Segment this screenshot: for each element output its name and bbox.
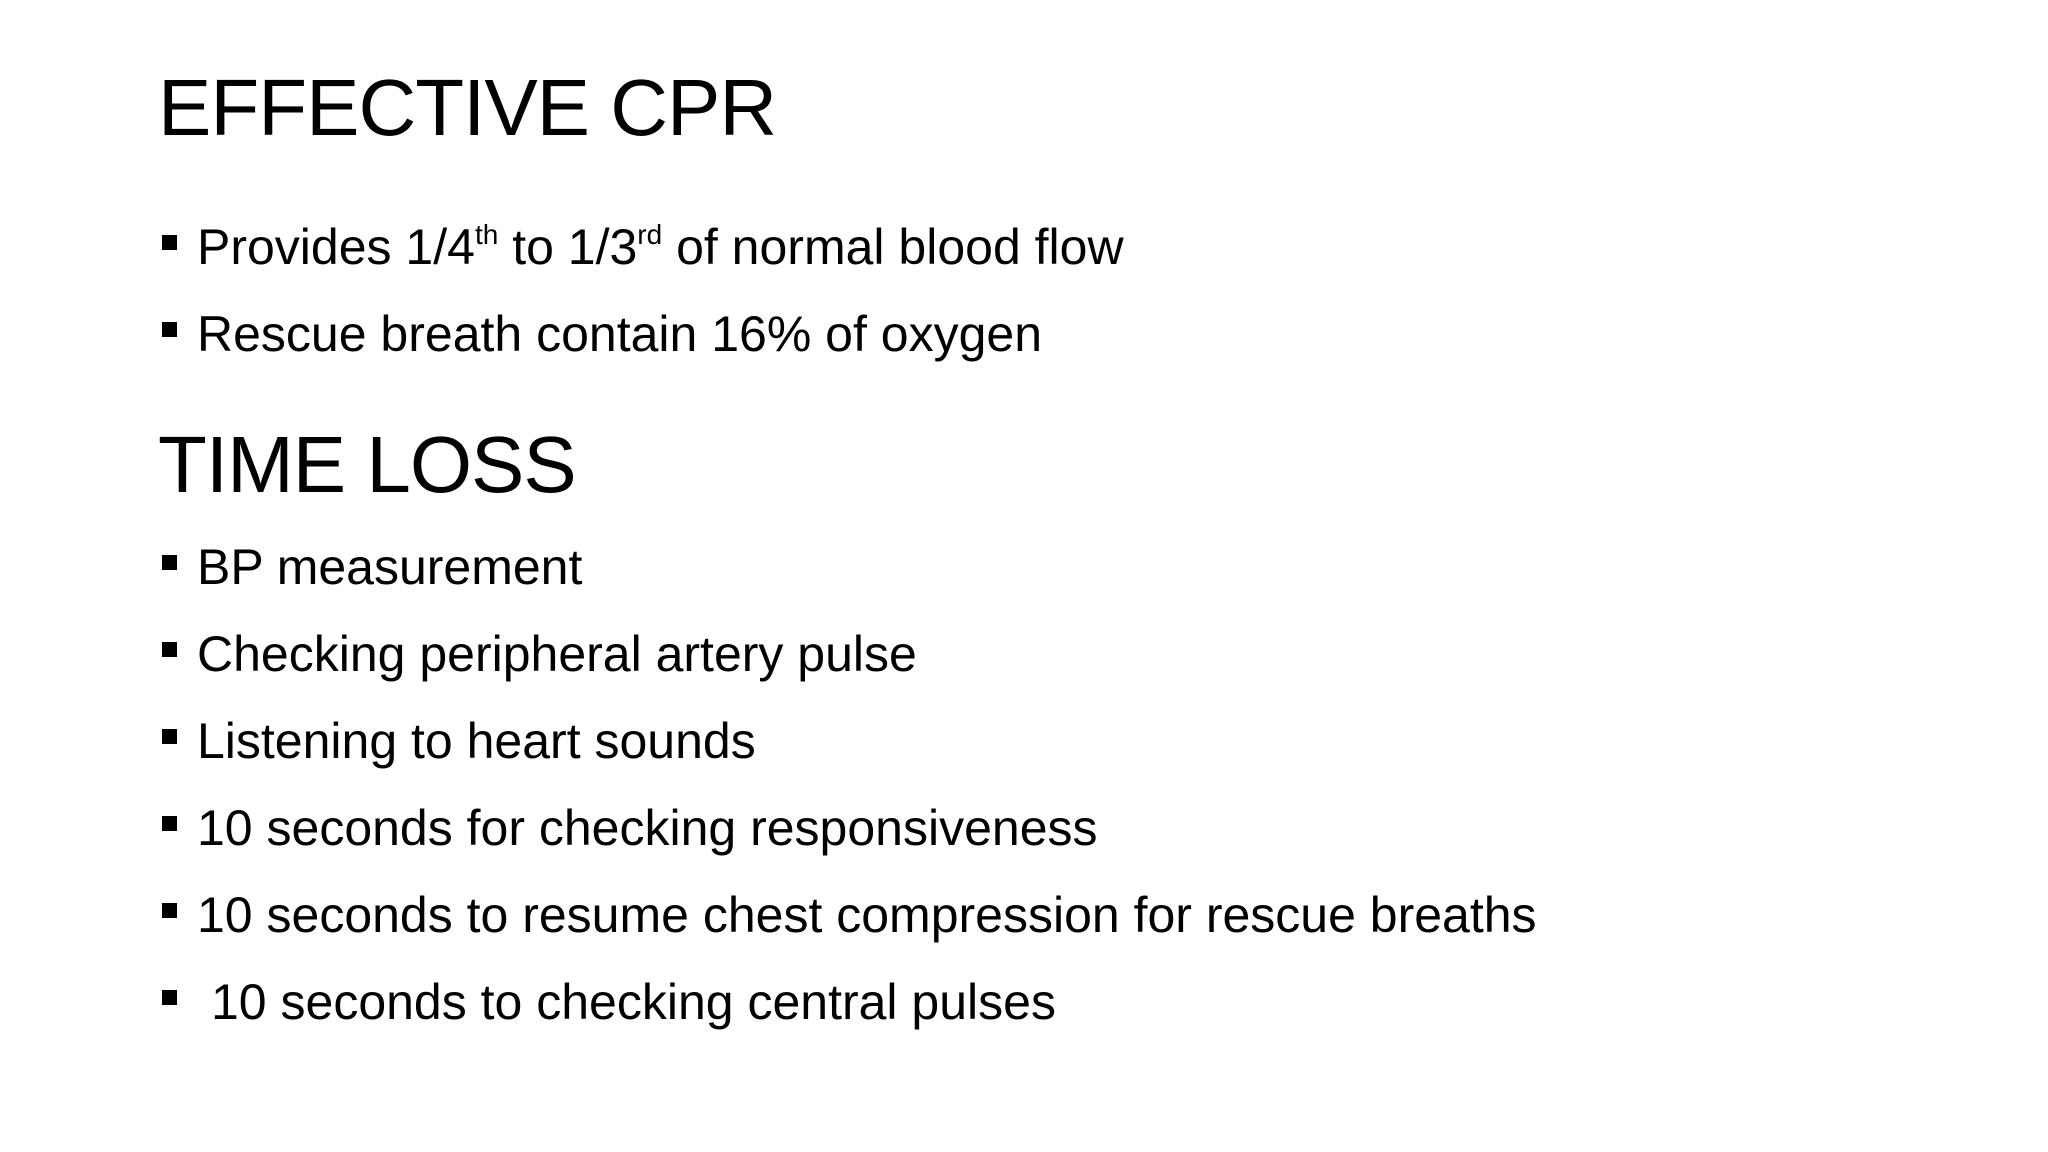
bullet-text: [197, 625, 917, 682]
bullet-text-segment: 10 seconds for checking responsiveness: [197, 799, 1098, 856]
superscript-text: th: [474, 218, 499, 250]
square-bullet-icon: [162, 990, 177, 1005]
square-bullet-icon: [162, 235, 177, 250]
bullet-text: [211, 973, 1056, 1030]
effective-cpr-bullet-list: [162, 203, 1124, 377]
bullet-item: [162, 697, 1537, 784]
square-bullet-icon: [162, 903, 177, 918]
square-bullet-icon: [162, 555, 177, 570]
square-bullet-icon: [162, 816, 177, 831]
bullet-text-segment: 10 seconds to checking central pulses: [211, 973, 1056, 1030]
bullet-item: [162, 523, 1537, 610]
square-bullet-icon: [162, 322, 177, 337]
slide-title-effective-cpr: EFFECTIVE CPR: [158, 63, 777, 152]
square-bullet-icon: [162, 642, 177, 657]
bullet-text-segment: Provides 1/4: [197, 218, 475, 275]
bullet-text-segment: Checking peripheral artery pulse: [197, 625, 917, 682]
bullet-text-segment: Rescue breath contain 16% of oxygen: [197, 305, 1042, 362]
bullet-item: [162, 203, 1124, 290]
bullet-item: [162, 610, 1537, 697]
bullet-text-segment: 10 seconds to resume chest compression for rescue breaths: [197, 886, 1537, 943]
bullet-text-segment: to 1/3: [498, 218, 638, 275]
bullet-text-segment: Listening to heart sounds: [197, 712, 756, 769]
superscript-text: rd: [637, 218, 663, 250]
slide-title-time-loss: TIME LOSS: [158, 420, 576, 509]
bullet-text: [197, 712, 756, 769]
bullet-text: [197, 799, 1098, 856]
bullet-text-segment: BP measurement: [197, 538, 583, 595]
bullet-item: [162, 871, 1537, 958]
bullet-item: [162, 784, 1537, 871]
square-bullet-icon: [162, 729, 177, 744]
bullet-text: [197, 538, 583, 595]
time-loss-bullet-list: [162, 523, 1537, 1045]
bullet-text: [197, 886, 1537, 943]
bullet-item: [162, 290, 1124, 377]
bullet-text-segment: of normal blood flow: [662, 218, 1124, 275]
bullet-text: [197, 218, 1124, 275]
bullet-text: [197, 305, 1042, 362]
bullet-item: [162, 958, 1537, 1045]
